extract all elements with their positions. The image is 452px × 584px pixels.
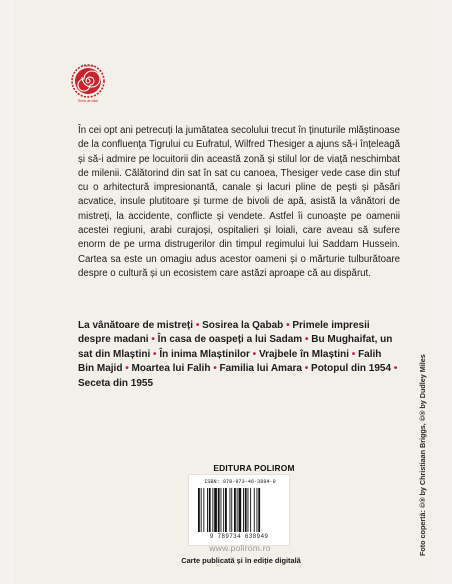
publisher-name: EDITURA POLIROM: [213, 463, 295, 473]
barcode-bar: [258, 488, 260, 532]
barcode-bar: [209, 488, 211, 532]
logo-bottom-text: Seria de hărți: [77, 99, 99, 103]
barcode-bar: [243, 488, 244, 532]
chapter-title: În inima Mlaștinilor: [159, 348, 250, 360]
barcode-bar: [207, 488, 208, 532]
chapter-title: Vrajbele în Mlaștini: [258, 348, 349, 360]
barcode-label: [188, 474, 290, 546]
chapter-title: În casa de oaspeți a lui Sadam: [157, 334, 303, 346]
barcode-bar: [223, 488, 224, 532]
chapter-separator-bullet: •: [304, 363, 309, 375]
photo-credit: Foto copertă: ©® by Christiaan Briggs, ©® by Dudley Miles: [418, 354, 427, 556]
barcode-bar: [203, 488, 204, 532]
barcode-bar: [214, 488, 217, 532]
chapter-title: Bu Mughaifat, un sat din Mlaștini: [78, 334, 393, 360]
barcode-bar: [230, 488, 231, 532]
chapter-separator-bullet: •: [151, 334, 155, 346]
chapter-title: Potopul din 1954: [311, 363, 392, 375]
digital-edition-note: Carte publicată și în ediție digitală: [181, 556, 301, 565]
blurb-paragraph: În cei opt ani petrecuți la jumătatea secolului trecut în ținuturile mlăștinoase de la confluența Tigrului cu Eufratul, Wilfred Thesiger a ajuns să-i înțeleagă și să-i admire pe locuitorii din această zonă și stilul lor de viață neschimbat de milenii. Călătorind din sat în sat cu canoea, Thesiger vede case din stuf cu o arhitectură impresionantă, canale și lacuri pline de pești și păsări acvatice, insule plutitoare și turme de bivoli de apă, asistă la vânători de mistreți, la accidente, conflicte și vendete. Astfel îi cunoaște pe oamenii acestei regiuni, arabi curajoși, ospitalieri și loiali, care aveau să sufere enorm de pe urma distrugerilor din timpul regimului lui Saddam Hussein. Cartea sa este un omagiu adus acestor oameni și o mărturie tulburătoare despre o cultură și un ecosistem care astăzi aproape că au dispărut.: [78, 125, 401, 279]
chapter-title: Familia lui Amara: [219, 363, 302, 375]
publisher-website: www.polirom.ro: [209, 543, 271, 553]
chapter-separator-bullet: •: [213, 363, 217, 375]
barcode-bar: [239, 488, 242, 532]
chapter-title: Moartea lui Falih: [131, 363, 211, 375]
barcode-bar: [250, 488, 251, 532]
barcode-bar: [234, 488, 236, 532]
barcode-icon: [197, 488, 281, 532]
chapter-separator-bullet: •: [252, 348, 257, 360]
barcode-bar: [218, 488, 220, 532]
isbn-text: ISBN: 978-973-46-3894-9: [204, 479, 276, 485]
barcode-bar: [225, 488, 227, 532]
barcode-bar: [245, 488, 247, 532]
chapter-title: Primele impresii despre madani: [78, 320, 370, 346]
barcode-bar: [198, 488, 200, 532]
chapter-separator-bullet: •: [286, 320, 290, 331]
spiral-logo-icon: [66, 62, 110, 106]
chapter-separator-bullet: •: [195, 320, 200, 331]
barcode-bar: [237, 488, 238, 532]
barcode-bar: [212, 488, 213, 532]
chapter-title: Seceta din 1955: [78, 377, 154, 389]
chapter-separator-bullet: •: [304, 334, 309, 346]
chapter-title: La vânătoare de mistreți: [78, 320, 194, 331]
blurb-text: [78, 124, 400, 281]
chapter-separator-bullet: •: [393, 363, 398, 375]
chapter-separator-bullet: •: [351, 348, 356, 360]
barcode-bar: [201, 488, 202, 532]
logo-top-text: Historia: [82, 64, 94, 68]
chapter-title: Falih Bin Majid: [78, 348, 382, 375]
book-back-cover: [14, 0, 432, 584]
barcode-bar: [254, 488, 255, 532]
chapter-title: Sosirea la Qabab: [202, 320, 284, 331]
barcode-bar: [248, 488, 249, 532]
barcode-bar: [221, 488, 222, 532]
chapter-separator-bullet: •: [125, 363, 129, 375]
chapter-separator-bullet: •: [153, 348, 157, 360]
barcode-bar: [231, 488, 232, 532]
barcode-digits: 9 789734 638949: [209, 533, 269, 540]
chapter-list: [78, 319, 400, 391]
barcode-bar: [257, 488, 258, 532]
